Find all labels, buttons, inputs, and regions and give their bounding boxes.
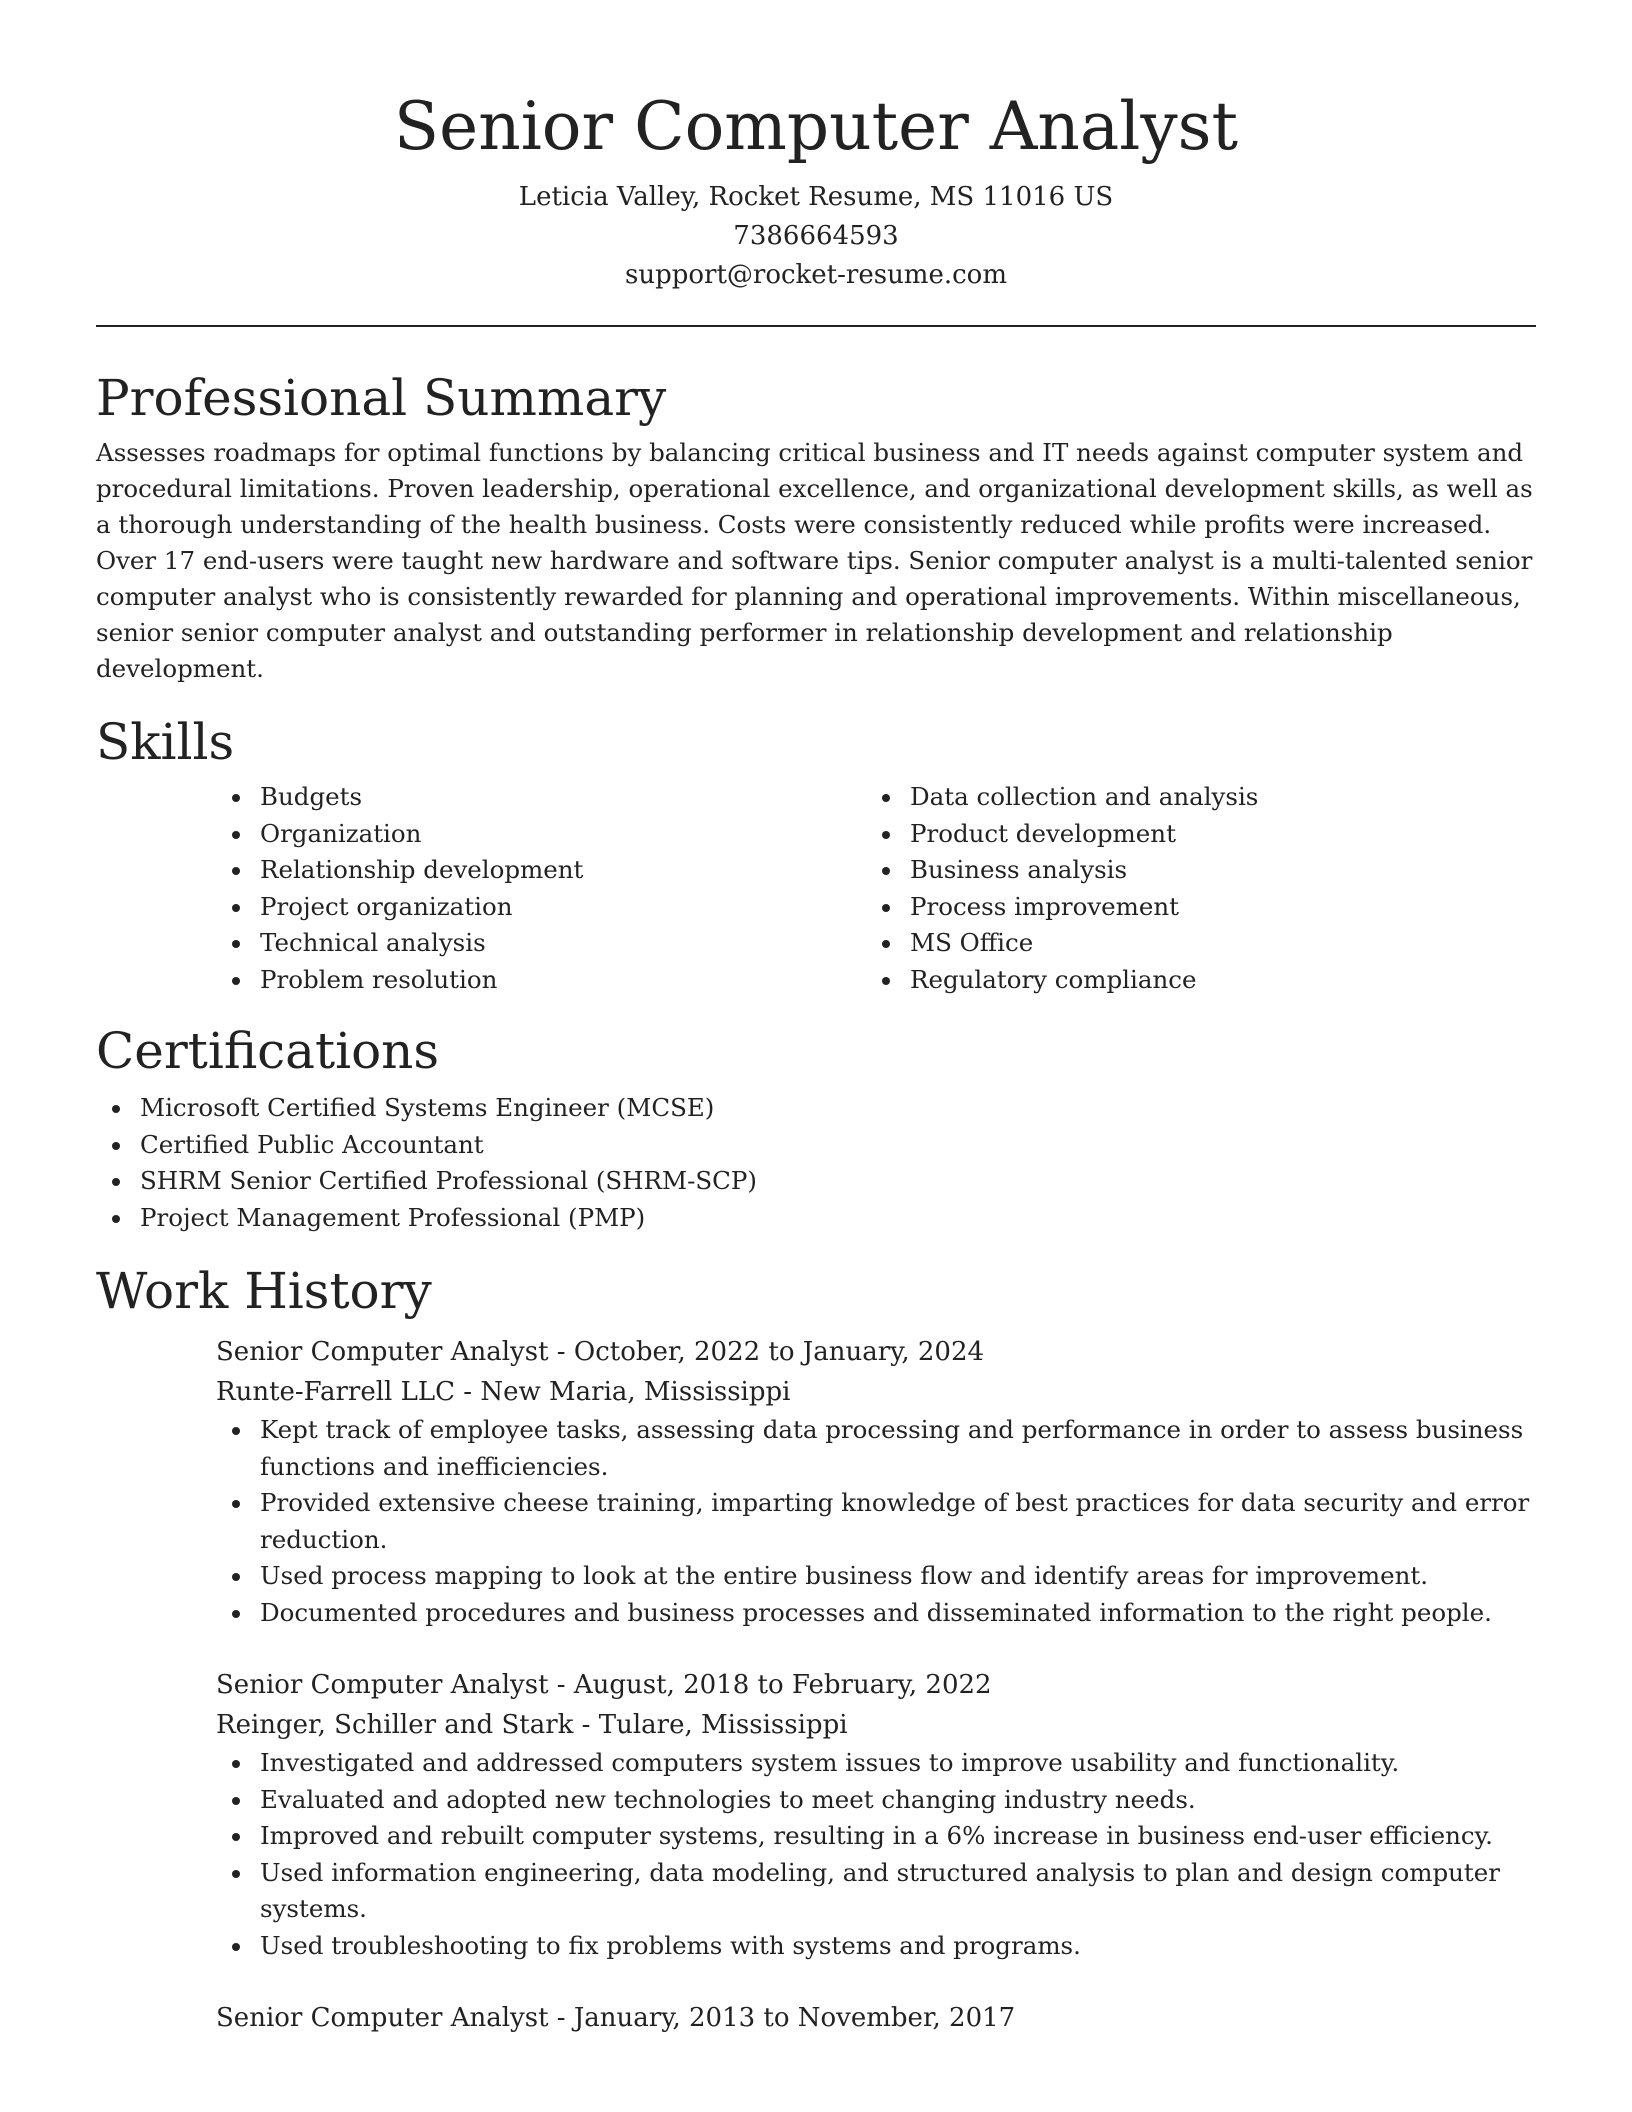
certification-item: Certified Public Accountant xyxy=(96,1127,1536,1164)
resume-page xyxy=(96,0,1536,2072)
job-company-line: Runte-Farrell LLC - New Maria, Mississippi xyxy=(216,1377,791,1407)
summary-section xyxy=(96,367,1536,687)
certification-item: Microsoft Certified Systems Engineer (MCSE) xyxy=(96,1090,1536,1127)
resume-header xyxy=(96,0,1536,295)
job-title-line: Senior Computer Analyst - October, 2022 to January, 2024 xyxy=(216,1337,985,1367)
certifications-section xyxy=(96,1020,1536,1236)
job-bullet: Used information engineering, data modeling, and structured analysis to plan and design computer systems. xyxy=(216,1855,1536,1928)
header-divider xyxy=(96,325,1536,327)
job-bullet: Documented procedures and business processes and disseminated information to the right people. xyxy=(216,1595,1536,1632)
job-dates: August, 2018 to February, 2022 xyxy=(573,1670,992,1700)
skills-columns xyxy=(216,779,1536,998)
skill-item: Business analysis xyxy=(866,852,1516,889)
contact-phone: 7386664593 xyxy=(733,221,899,251)
job-company: Reinger, Schiller and Stark xyxy=(216,1710,574,1740)
job-dates: October, 2022 to January, 2024 xyxy=(573,1337,985,1367)
candidate-name: Senior Computer Analyst xyxy=(393,88,1239,165)
job-bullet: Improved and rebuilt computer systems, resulting in a 6% increase in business end-user efficiency. xyxy=(216,1818,1536,1855)
job-company-line: Reinger, Schiller and Stark - Tulare, Mississippi xyxy=(216,1710,848,1740)
job-title: Senior Computer Analyst xyxy=(216,1670,549,1700)
skill-item: Relationship development xyxy=(216,852,866,889)
skill-item: Process improvement xyxy=(866,889,1516,926)
job-entry xyxy=(216,1998,1536,2038)
skill-item: Technical analysis xyxy=(216,925,866,962)
work-history-section xyxy=(96,1260,1536,2038)
skills-title: Skills xyxy=(96,713,235,771)
skill-item: Regulatory compliance xyxy=(866,962,1516,999)
summary-text: Assesses roadmaps for optimal functions by balancing critical business and IT needs against computer system and procedural limitations. Proven leadership, operational excellence, and organizational development skills, as well as a thorough understanding of the health business. Costs were consistently reduced while profits were increased. Over 17 end-users were taught new hardware and software tips. Senior computer analyst is a multi-talented senior computer analyst who is consistently rewarded for planning and operational improvements. Within miscellaneous, senior senior computer analyst and outstanding performer in relationship development and relationship development. xyxy=(96,438,1533,683)
certification-item: Project Management Professional (PMP) xyxy=(96,1200,1536,1237)
job-entry xyxy=(216,1665,1536,1964)
skills-list-left xyxy=(216,779,866,998)
skill-item: MS Office xyxy=(866,925,1516,962)
skill-item: Organization xyxy=(216,816,866,853)
job-title-line: Senior Computer Analyst - January, 2013 to November, 2017 xyxy=(216,2003,1016,2033)
job-bullets xyxy=(216,1412,1536,1631)
job-dates: January, 2013 to November, 2017 xyxy=(573,2003,1016,2033)
certification-item: SHRM Senior Certified Professional (SHRM-SCP) xyxy=(96,1163,1536,1200)
skill-item: Data collection and analysis xyxy=(866,779,1516,816)
job-bullet: Investigated and addressed computers system issues to improve usability and functionality. xyxy=(216,1745,1536,1782)
certifications-list xyxy=(96,1090,1536,1236)
skill-item: Problem resolution xyxy=(216,962,866,999)
skills-list-right xyxy=(866,779,1516,998)
certifications-title: Certifications xyxy=(96,1022,440,1080)
contact-info xyxy=(96,178,1536,295)
work-history-title: Work History xyxy=(96,1262,432,1320)
job-title: Senior Computer Analyst xyxy=(216,2003,549,2033)
job-title-line: Senior Computer Analyst - August, 2018 to February, 2022 xyxy=(216,1670,992,1700)
job-bullets xyxy=(216,1745,1536,1964)
job-entry xyxy=(216,1332,1536,1631)
contact-address: Leticia Valley, Rocket Resume, MS 11016 US xyxy=(518,182,1114,212)
job-bullet: Used troubleshooting to fix problems with systems and programs. xyxy=(216,1928,1536,1965)
job-location: New Maria, Mississippi xyxy=(480,1377,791,1407)
job-bullet: Used process mapping to look at the entire business flow and identify areas for improvement. xyxy=(216,1558,1536,1595)
skill-item: Project organization xyxy=(216,889,866,926)
job-bullet: Provided extensive cheese training, imparting knowledge of best practices for data security and error reduction. xyxy=(216,1485,1536,1558)
job-title: Senior Computer Analyst xyxy=(216,1337,549,1367)
skill-item: Product development xyxy=(866,816,1516,853)
job-location: Tulare, Mississippi xyxy=(598,1710,848,1740)
skill-item: Budgets xyxy=(216,779,866,816)
job-company: Runte-Farrell LLC xyxy=(216,1377,456,1407)
skills-section xyxy=(96,711,1536,998)
summary-title: Professional Summary xyxy=(96,369,667,427)
job-bullet: Kept track of employee tasks, assessing data processing and performance in order to assess business functions and inefficiencies. xyxy=(216,1412,1536,1485)
contact-email: support@rocket-resume.com xyxy=(624,260,1007,290)
job-bullet: Evaluated and adopted new technologies to meet changing industry needs. xyxy=(216,1782,1536,1819)
